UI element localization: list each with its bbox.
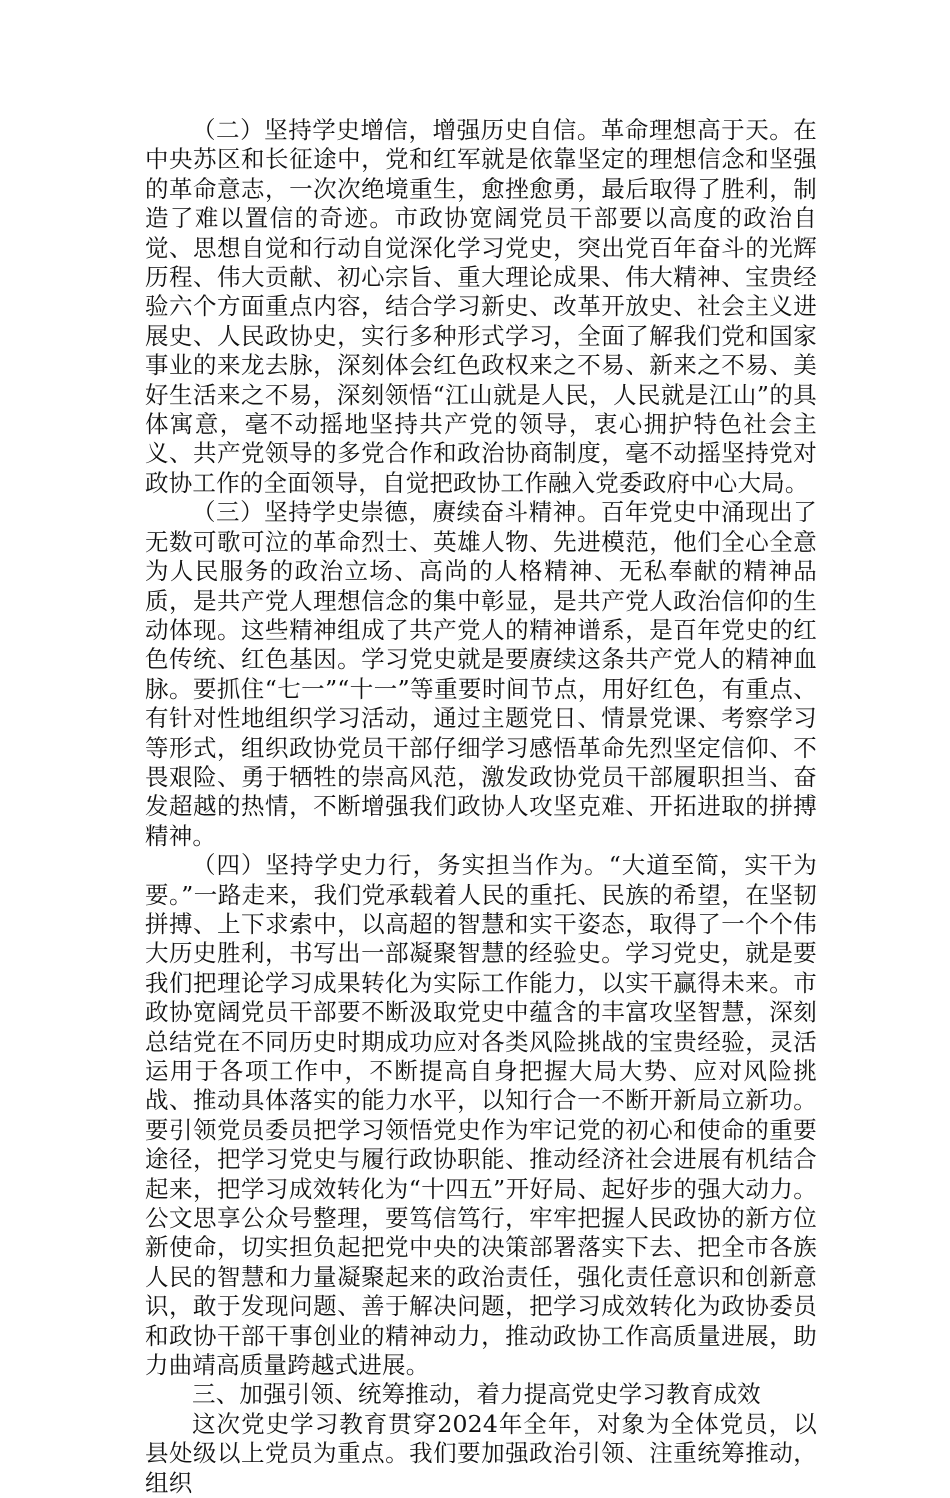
paragraph-learn-history-confidence: （二）坚持学史增信，增强历史自信。革命理想高于天。在中央苏区和长征途中，党和红军就是依靠坚定的理想信念和坚强的革命意志，一次次绝境重生，愈挫愈勇，最后取得了胜利，制造了难以置信的奇迹。市政协宽阔党员干部要以高度的政治自觉、思想自觉和行动自觉深化学习党史，突出党百年奋斗的光辉历程、伟大贡献、初心宗旨、重大理论成果、伟大精神、宝贵经验六个方面重点内容，结合学习新史、改革开放史、社会主义进展史、人民政协史，实行多种形式学习，全面了解我们党和国家事业的来龙去脉，深刻体会红色政权来之不易、新来之不易、美好生活来之不易，深刻领悟“江山就是人民，人民就是江山”的具体寓意，毫不动摇地坚持共产党的领导，衷心拥护特色社会主义、共产党领导的多党合作和政治协商制度，毫不动摇坚持党对政协工作的全面领导，自觉把政协工作融入党委政府中心大局。: [145, 116, 817, 497]
document-page: [145, 116, 817, 1498]
paragraph-learn-history-virtue: （三）坚持学史崇德，赓续奋斗精神。百年党史中涌现出了无数可歌可泣的革命烈士、英雄人物、先进模范，他们全心全意为人民服务的政治立场、高尚的人格精神、无私奉献的精神品质，是共产党人理想信念的集中彰显，是共产党人政治信仰的生动体现。这些精神组成了共产党人的精神谱系，是百年党史的红色传统、红色基因。学习党史就是要赓续这条共产党人的精神血脉。要抓住“七一”“十一”等重要时间节点，用好红色，有重点、有针对性地组织学习活动，通过主题党日、情景党课、考察学习等形式，组织政协党员干部仔细学习感悟革命先烈坚定信仰、不畏艰险、勇于牺牲的崇高风范，激发政协党员干部履职担当、奋发超越的热情，不断增强我们政协人攻坚克难、开拓进取的拼搏精神。: [145, 498, 817, 850]
section-heading-three: 三、加强引领、统筹推动，着力提高党史学习教育成效: [192, 1380, 761, 1409]
paragraph-learn-history-action: （四）坚持学史力行，务实担当作为。“大道至简，实干为要。”一路走来，我们党承载着人民的重托、民族的希望，在坚韧拼搏、上下求索中，以高超的智慧和实干姿态，取得了一个个伟大历史胜利，书写出一部凝聚智慧的经验史。学习党史，就是要我们把理论学习成果转化为实际工作能力，以实干赢得未来。市政协宽阔党员干部要不断汲取党史中蕴含的丰富攻坚智慧，深刻总结党在不同历史时期成功应对各类风险挑战的宝贵经验，灵活运用于各项工作中，不断提高自身把握大局大势、应对风险挑战、推动具体落实的能力水平，以知行合一不断开新局立新功。要引领党员委员把学习领悟党史作为牢记党的初心和使命的重要途径，把学习党史与履行政协职能、推动经济社会进展有机结合起来，把学习成效转化为“十四五”开好局、起好步的强大动力。公文思享公众号整理，要笃信笃行，牢牢把握人民政协的新方位新使命，切实担负起把党中央的决策部署落实下去、把全市各族人民的智慧和力量凝聚起来的政治责任，强化责任意识和创新意识，敢于发现问题、善于解决问题，把学习成效转化为政协委员和政协干部干事创业的精神动力，推动政协工作高质量进展，助力曲靖高质量跨越式进展。: [145, 851, 817, 1380]
paragraph-education-overview: 这次党史学习教育贯穿2024年全年，对象为全体党员，以县处级以上党员为重点。我们要加强政治引领、注重统筹推动，组织: [145, 1409, 817, 1497]
